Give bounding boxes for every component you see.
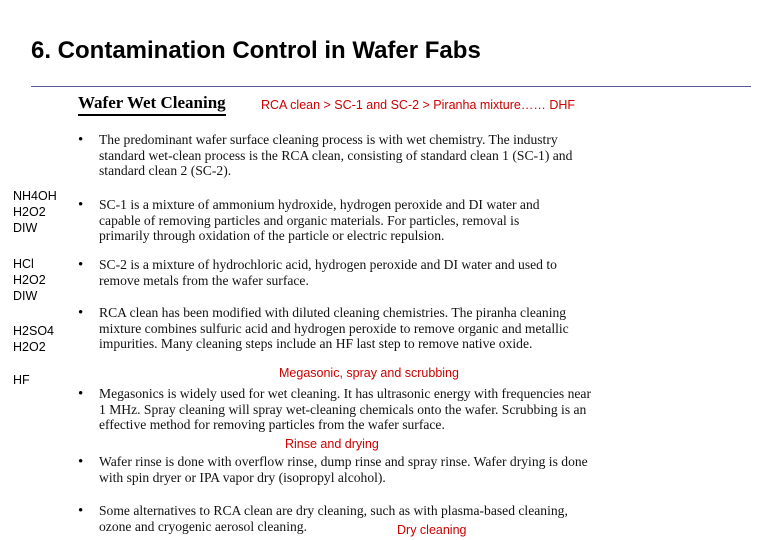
hf-chemical: [13, 372, 30, 388]
bullet-7-marker: •: [78, 503, 84, 519]
bullet-5-text: Megasonics is widely used for wet cleaning. It has ultrasonic energy with frequencies near 1 MHz. Spray cleaning will spray wet-cleaning chemicals onto the wafer. Scrubbing is an effective method for removing particles from the wafer surface.: [99, 386, 591, 432]
bullet-3-marker: •: [78, 257, 84, 273]
bullet-2-marker: •: [78, 197, 84, 213]
sequence-annotation: RCA clean > SC-1 and SC-2 > Piranha mixture…… DHF: [261, 98, 576, 112]
chem-nh4oh: NH4OH: [13, 189, 57, 203]
panel-title-underline: [78, 114, 226, 116]
chem-hcl: HCl: [13, 257, 34, 271]
bullet-4-text: RCA clean has been modified with diluted cleaning chemistries. The piranha cleaning mixture combines sulfuric acid and hydrogen peroxide to remove organic and metallic impurities. Many cleaning steps include an HF last step to remove native oxide.: [99, 305, 569, 351]
dry-cleaning-annotation: Dry cleaning: [397, 523, 467, 537]
bullet-1-text: The predominant wafer surface cleaning process is with wet chemistry. The industry standard wet-clean process is the RCA clean, consisting of standard clean 1 (SC-1) and standard clean 2 (SC-2).: [99, 132, 573, 178]
chem-h2o2: H2O2: [13, 205, 46, 219]
chem-diw: DIW: [13, 289, 38, 303]
bullet-7-text: Some alternatives to RCA clean are dry cleaning, such as with plasma-based cleaning, ozone and cryogenic aerosol cleaning.: [99, 503, 568, 534]
title-rule: [31, 86, 751, 87]
sc1-chemicals: [13, 188, 57, 236]
bullet-4-marker: •: [78, 305, 84, 321]
panel-title: Wafer Wet Cleaning: [78, 93, 226, 112]
chem-h2so4: H2SO4: [13, 324, 54, 338]
bullet-5-marker: •: [78, 386, 84, 402]
bullet-2-text: SC-1 is a mixture of ammonium hydroxide, hydrogen peroxide and DI water and capable of removing particles and organic materials. For particles, removal is primarily through oxidation of the particle or electric repulsion.: [99, 197, 540, 243]
slide-title: 6. Contamination Control in Wafer Fabs: [31, 37, 481, 64]
sc2-chemicals: [13, 256, 46, 304]
bullet-1-marker: •: [78, 132, 84, 148]
chem-diw: DIW: [13, 221, 38, 235]
bullet-6-text: Wafer rinse is done with overflow rinse, dump rinse and spray rinse. Wafer drying is done with spin dryer or IPA vapor dry (isopropyl alcohol).: [99, 454, 588, 485]
chem-h2o2: H2O2: [13, 340, 46, 354]
chem-hf: HF: [13, 373, 30, 387]
megasonic-annotation: Megasonic, spray and scrubbing: [279, 366, 459, 380]
bullet-3-text: SC-2 is a mixture of hydrochloric acid, hydrogen peroxide and DI water and used to remove metals from the wafer surface.: [99, 257, 557, 288]
bullet-6-marker: •: [78, 454, 84, 470]
chem-h2o2: H2O2: [13, 273, 46, 287]
piranha-chemicals: [13, 323, 54, 355]
rinse-annotation: Rinse and drying: [285, 437, 379, 451]
